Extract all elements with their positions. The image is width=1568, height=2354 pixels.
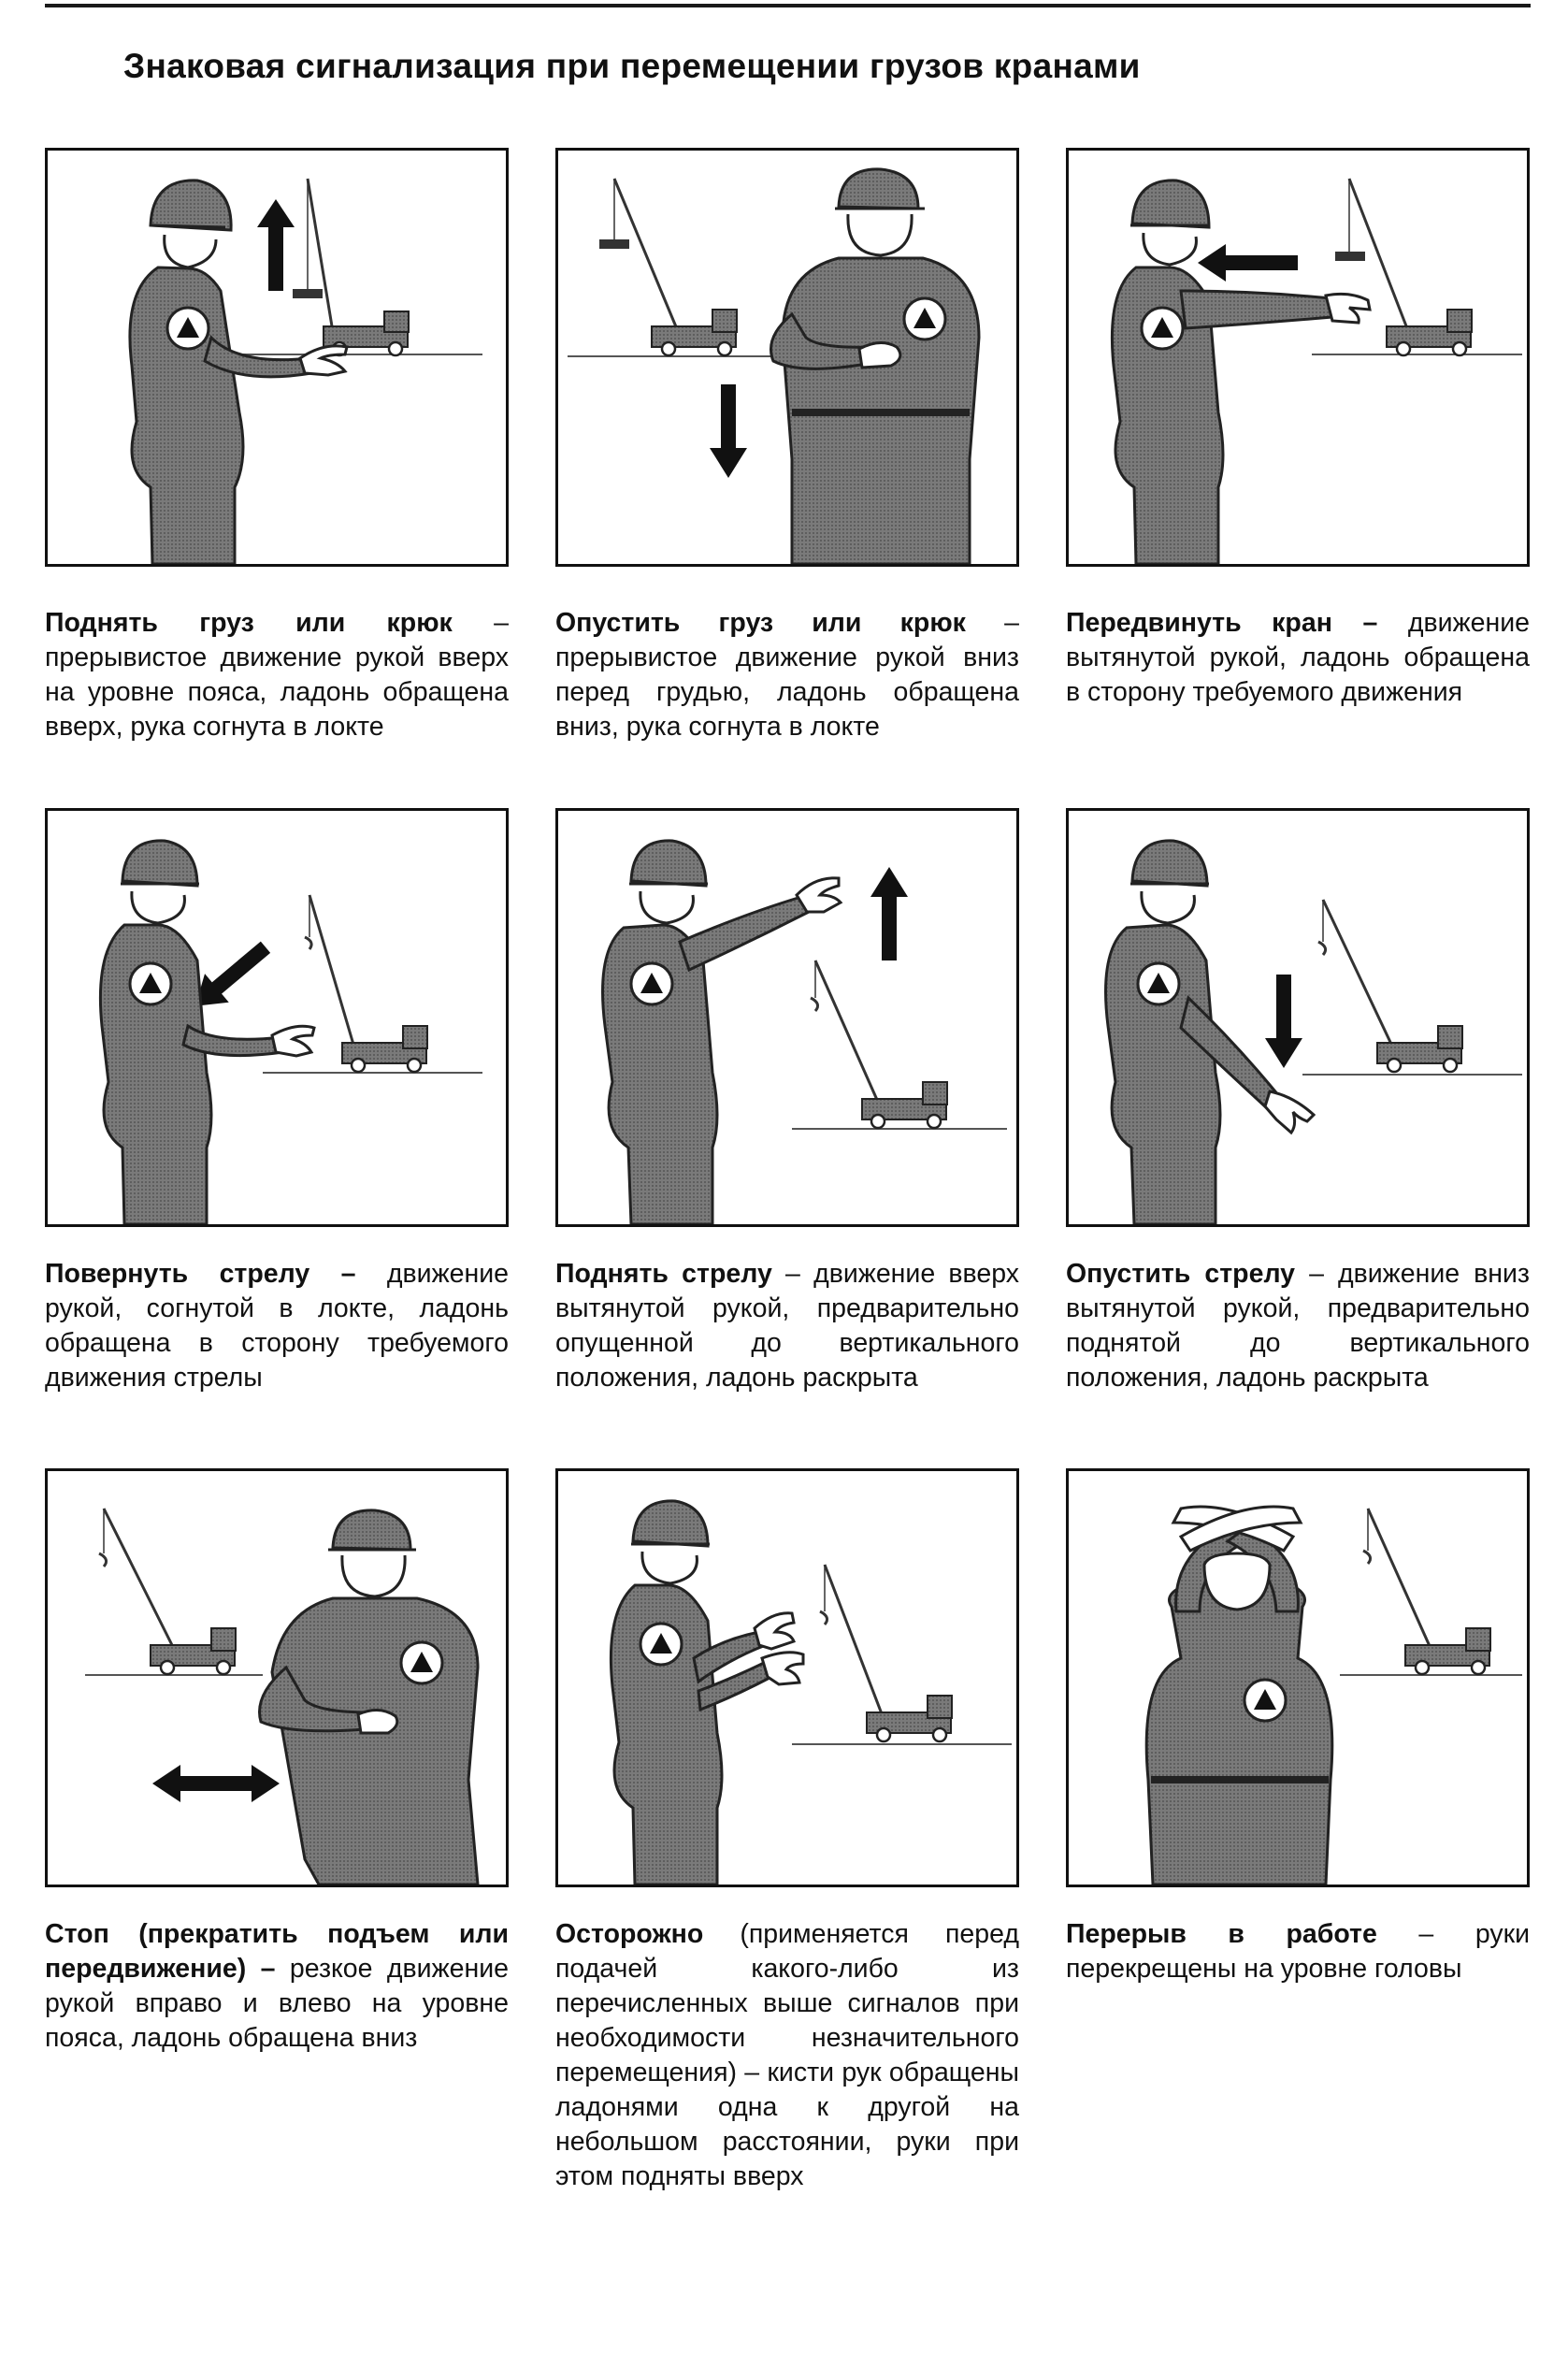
caption-move-crane: Передвинуть кран – движение вытянутой рукой, ладонь обращена в сторону требуемого движения [1066, 608, 1530, 707]
arrow-left-icon [1198, 244, 1298, 282]
top-rule [45, 4, 1531, 7]
crane-truck-icon [1340, 1509, 1522, 1675]
arrow-up-icon [870, 867, 908, 960]
crane-truck-icon [1302, 900, 1522, 1075]
signaller-figure [100, 841, 314, 1224]
caption-raise-boom: Поднять стрелу – движение вверх вытянутой рукой, предварительно опущенной до вертикального положения, ладонь раскрыта [555, 1259, 1019, 1393]
signaller-figure [1146, 1507, 1332, 1885]
illustration-break [1066, 1468, 1530, 1887]
caption-rotate-boom: Повернуть стрелу – движение рукой, согнутой в локте, ладонь обращена в сторону требуемого движения стрелы [45, 1259, 510, 1393]
illustration-move-crane [1066, 148, 1530, 567]
illustration-lower-load [555, 148, 1019, 567]
page-title: Знаковая сигнализация при перемещении грузов кранами [123, 47, 1141, 85]
signaller-figure [611, 1501, 803, 1885]
signaller-figure [771, 169, 980, 564]
arrow-down-icon [710, 384, 747, 478]
double-arrow-icon [152, 1765, 280, 1802]
caption-break: Перерыв в работе – руки перекрещены на уровне головы [1066, 1919, 1531, 1984]
crane-truck-icon [792, 960, 1007, 1129]
crane-truck-icon [792, 1565, 1012, 1744]
illustration-stop [45, 1468, 509, 1887]
caption-caution: Осторожно (применяется перед подачей какого-либо из перечисленных выше сигналов при необходимости незначительного перемещения) – кисти рук обращены ладонями одна к другой на небольшом расстоянии, руки при этом подняты вверх [555, 1919, 1019, 2191]
crane-truck-icon [568, 179, 801, 356]
illustration-caution [555, 1468, 1019, 1887]
crane-truck-icon [1312, 179, 1522, 355]
illustration-raise-boom [555, 808, 1019, 1227]
caption-lower-load: Опустить груз или крюк – прерывистое движение рукой вниз перед грудью, ладонь обращена вниз, рука согнута в локте [555, 608, 1019, 742]
illustration-lift-load [45, 148, 509, 567]
signaller-figure [603, 841, 842, 1224]
caption-lift-load: Поднять груз или крюк – прерывистое движение рукой вверх на уровне пояса, ладонь обращена вверх, рука согнута в локте [45, 608, 509, 742]
signaller-figure [260, 1510, 478, 1885]
signaller-figure [1112, 181, 1370, 564]
crane-truck-icon [85, 1509, 263, 1675]
arrow-down-icon [1265, 975, 1302, 1068]
illustration-lower-boom [1066, 808, 1530, 1227]
caption-stop: Стоп (прекратить подъем или передвижение) – резкое движение рукой вправо и влево на уровне пояса, ладонь обращена вниз [45, 1919, 510, 2053]
illustration-rotate-boom [45, 808, 509, 1227]
caption-lower-boom: Опустить стрелу – движение вниз вытянутой рукой, предварительно поднятой до вертикального положения, ладонь раскрыта [1066, 1259, 1530, 1393]
signaller-figure [130, 181, 347, 564]
arrow-up-icon [257, 199, 295, 291]
crane-truck-icon [216, 179, 482, 355]
